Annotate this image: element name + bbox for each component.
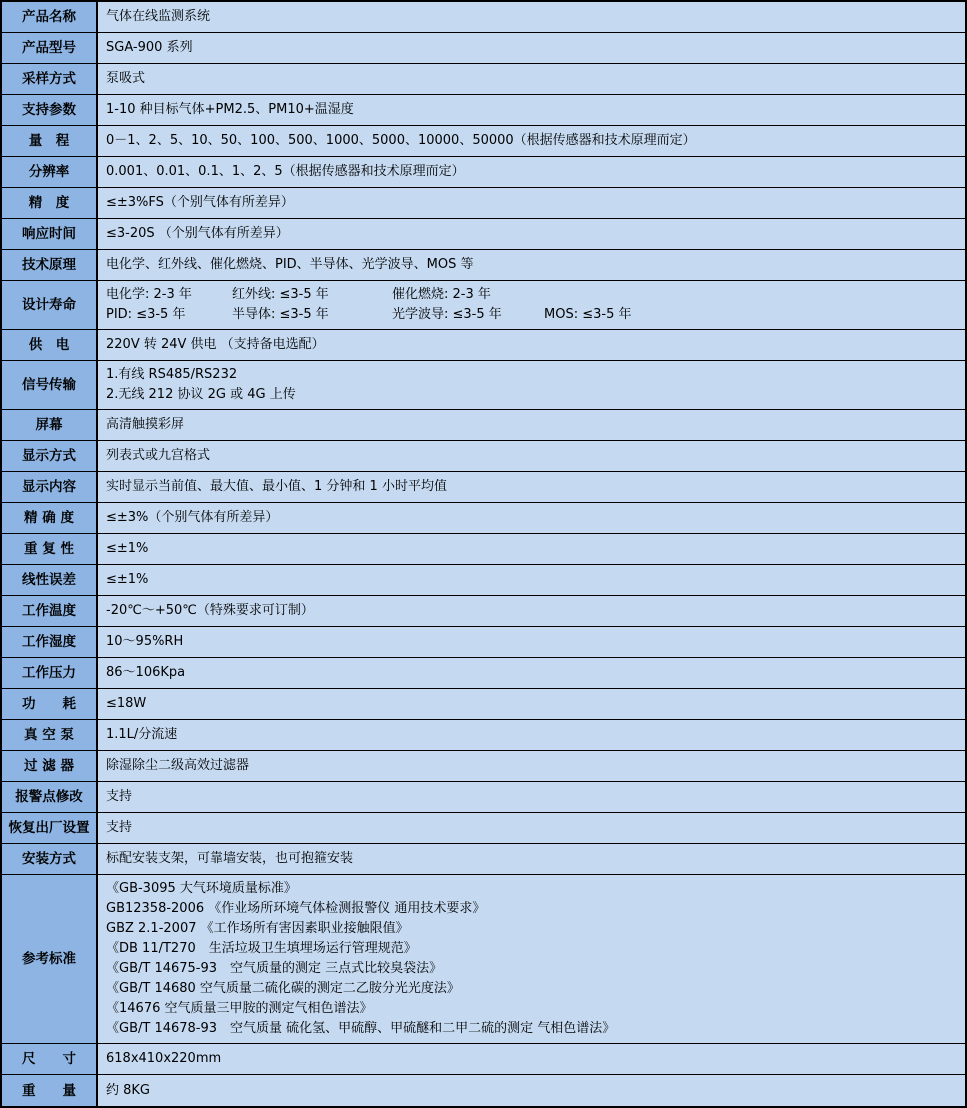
value-line: 1.有线 RS485/RS232 [106,367,238,382]
row-value [98,410,965,440]
value-line: 220V 转 24V 供电 （支持备电选配） [106,337,325,352]
table-row [2,188,965,219]
table-row [2,844,965,875]
table-row [2,813,965,844]
row-value [98,1075,965,1106]
table-row [2,250,965,281]
table-row [2,627,965,658]
table-row [2,126,965,157]
table-row [2,2,965,33]
value-line: ≤±1% [106,572,149,587]
table-row [2,410,965,441]
table-row [2,658,965,689]
row-value [98,534,965,564]
row-label: 重 量 [2,1075,98,1106]
table-row [2,219,965,250]
row-value [98,33,965,63]
row-value [98,250,965,280]
row-value [98,330,965,360]
value-line: 泵吸式 [106,71,146,86]
table-row [2,95,965,126]
value-line: ≤±3%（个别气体有所差异） [106,510,279,525]
table-row [2,64,965,95]
value-line: 标配安装支架，可靠墙安装，也可抱箍安装 [106,851,354,866]
row-label: 工作湿度 [2,627,98,657]
value-line: 1.1L/分流速 [106,727,178,742]
row-label: 显示方式 [2,441,98,471]
row-label: 精 度 [2,188,98,218]
row-value [98,2,965,32]
table-row [2,472,965,503]
value-line: 高清触摸彩屏 [106,417,185,432]
value-line: GBZ 2.1-2007 《工作场所有害因素职业接触限值》 [106,921,409,936]
row-value [98,472,965,502]
value-line: 《GB-3095 大气环境质量标准》 [106,881,297,896]
row-value [98,219,965,249]
value-line: 列表式或九宫格式 [106,448,211,463]
value-segment: MOS: ≤3-5 年 [544,307,632,322]
value-line: GB12358-2006 《作业场所环境气体检测报警仪 通用技术要求》 [106,901,486,916]
value-line: 618x410x220mm [106,1051,222,1066]
value-line: 支持 [106,789,133,804]
row-value [98,658,965,688]
value-line: 86～106Kpa [106,665,186,680]
value-line [106,285,957,305]
table-row [2,1075,965,1106]
row-label: 显示内容 [2,472,98,502]
table-row [2,1044,965,1075]
row-value [98,188,965,218]
value-line: ≤±1% [106,541,149,556]
row-value [98,875,965,1043]
value-segment: 光学波导: ≤3-5 年 [392,307,502,322]
row-value [98,95,965,125]
table-row [2,281,965,330]
table-row [2,720,965,751]
row-label: 产品名称 [2,2,98,32]
row-label: 采样方式 [2,64,98,94]
row-label: 技术原理 [2,250,98,280]
value-line: 《GB/T 14680 空气质量二硫化碳的测定二乙胺分光光度法》 [106,981,460,996]
row-label: 恢复出厂设置 [2,813,98,843]
value-line [106,305,957,325]
row-label: 响应时间 [2,219,98,249]
value-line: 《GB/T 14678-93 空气质量 硫化氢、甲硫醇、甲硫醚和二甲二硫的测定 气相色谱法》 [106,1021,616,1036]
row-label: 安装方式 [2,844,98,874]
value-line: SGA-900 系列 [106,40,193,55]
value-line: 电化学、红外线、催化燃烧、PID、半导体、光学波导、MOS 等 [106,257,474,272]
table-row [2,565,965,596]
value-line: 《GB/T 14675-93 空气质量的测定 三点式比较臭袋法》 [106,961,443,976]
value-line: 支持 [106,820,133,835]
row-label: 精 确 度 [2,503,98,533]
row-value [98,565,965,595]
row-label: 信号传输 [2,361,98,409]
value-line: ≤3-20S （个别气体有所差异） [106,226,289,241]
value-line: 0－1、2、5、10、50、100、500、1000、5000、10000、50000（根据传感器和技术原理而定） [106,133,696,148]
value-line: ≤18W [106,696,147,711]
table-row [2,33,965,64]
value-line: 约 8KG [106,1082,151,1098]
value-line: 0.001、0.01、0.1、1、2、5（根据传感器和技术原理而定） [106,164,465,179]
row-value [98,503,965,533]
value-line: ≤±3%FS（个别气体有所差异） [106,195,294,210]
row-value [98,281,965,329]
table-row [2,503,965,534]
table-row [2,689,965,720]
row-value [98,441,965,471]
value-line: 1-10 种目标气体+PM2.5、PM10+温湿度 [106,102,354,117]
table-row [2,596,965,627]
row-label: 重 复 性 [2,534,98,564]
row-label: 真 空 泵 [2,720,98,750]
row-label: 支持参数 [2,95,98,125]
row-label: 量 程 [2,126,98,156]
row-label: 过 滤 器 [2,751,98,781]
row-value [98,64,965,94]
table-row [2,782,965,813]
row-value [98,1044,965,1074]
value-line: 10～95%RH [106,634,184,649]
row-label: 报警点修改 [2,782,98,812]
row-label: 工作压力 [2,658,98,688]
row-label: 产品型号 [2,33,98,63]
row-value [98,157,965,187]
row-value [98,844,965,874]
value-segment: PID: ≤3-5 年 [106,307,186,322]
table-row [2,330,965,361]
value-line: 气体在线监测系统 [106,9,211,24]
row-value [98,782,965,812]
row-value [98,627,965,657]
table-row [2,157,965,188]
value-line: -20℃～+50℃（特殊要求可订制） [106,603,314,618]
row-value [98,361,965,409]
row-label: 线性误差 [2,565,98,595]
table-row [2,534,965,565]
row-value [98,596,965,626]
row-label: 尺 寸 [2,1044,98,1074]
value-segment: 红外线: ≤3-5 年 [232,287,329,302]
value-line: 《DB 11/T270 生活垃圾卫生填埋场运行管理规范》 [106,941,417,956]
value-line: 实时显示当前值、最大值、最小值、1 分钟和 1 小时平均值 [106,479,447,494]
value-segment: 电化学: 2-3 年 [106,287,192,302]
value-segment: 催化燃烧: 2-3 年 [392,287,491,302]
value-segment: 半导体: ≤3-5 年 [232,307,329,322]
value-line: 除湿除尘二级高效过滤器 [106,758,250,773]
row-value [98,751,965,781]
row-value [98,720,965,750]
row-label: 参考标准 [2,875,98,1043]
value-line: 《14676 空气质量三甲胺的测定气相色谱法》 [106,1001,373,1016]
row-label: 分辨率 [2,157,98,187]
row-label: 功 耗 [2,689,98,719]
table-row [2,875,965,1044]
row-value [98,689,965,719]
row-label: 工作温度 [2,596,98,626]
row-label: 供 电 [2,330,98,360]
row-label: 屏幕 [2,410,98,440]
value-line: 2.无线 212 协议 2G 或 4G 上传 [106,387,296,402]
row-value [98,813,965,843]
table-row [2,751,965,782]
row-label: 设计寿命 [2,281,98,329]
table-row [2,441,965,472]
table-row [2,361,965,410]
row-value [98,126,965,156]
